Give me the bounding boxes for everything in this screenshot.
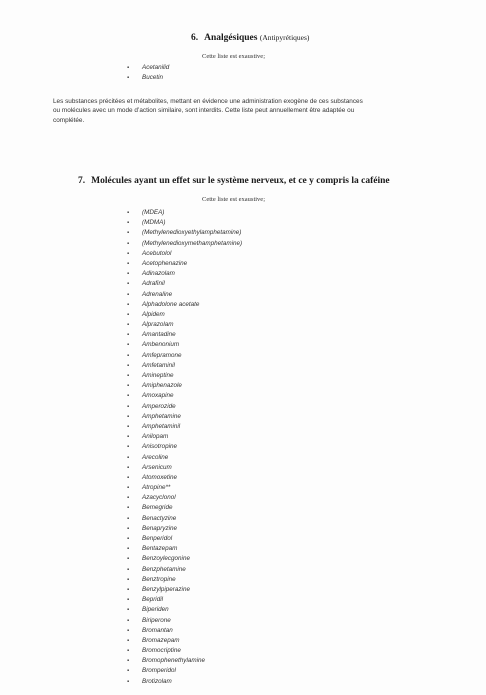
bullet-icon: ▪ — [127, 637, 130, 644]
section-6-number: 6. — [191, 33, 199, 43]
bullet-icon: ▪ — [127, 373, 130, 379]
section-6-note: Cette liste est exaustive; — [202, 53, 265, 60]
paragraph-line: Les substances précitées et métabolites, mettant en évidence une administration exogène de ces substances — [53, 98, 363, 105]
list-item — [127, 534, 242, 544]
list-item — [127, 239, 242, 249]
bullet-icon: ▪ — [127, 311, 130, 318]
list-item-label: Amfetaminil — [142, 361, 175, 369]
section-7-heading — [78, 176, 390, 186]
bullet-icon: ▪ — [127, 658, 130, 665]
bullet-icon: ▪ — [127, 485, 130, 492]
bullet-icon: ▪ — [127, 607, 130, 614]
list-item — [127, 565, 242, 575]
bullet-icon: ▪ — [127, 383, 130, 390]
list-item — [127, 503, 242, 513]
list-item-label: Brotizolam — [142, 677, 172, 685]
list-item — [127, 371, 242, 381]
list-item — [127, 269, 242, 279]
list-item-label: (Methylenedioxymethamphetamine) — [142, 239, 243, 247]
bullet-icon: ▪ — [127, 576, 130, 583]
bullet-icon: ▪ — [127, 536, 130, 542]
list-item-label: Amiphenazole — [142, 382, 182, 390]
list-item-label: Amineptine — [142, 372, 174, 379]
bullet-icon: ▪ — [127, 403, 130, 410]
list-item-label: Anisotropine — [142, 443, 178, 451]
list-item — [127, 463, 242, 473]
list-item — [127, 249, 242, 259]
list-item — [127, 524, 242, 534]
bullet-icon: ▪ — [127, 454, 130, 461]
bullet-icon: ▪ — [127, 250, 130, 257]
bullet-icon: ▪ — [127, 525, 130, 532]
list-item-label: Benapryzine — [142, 524, 178, 532]
list-item — [127, 616, 242, 626]
substances-paragraph — [53, 97, 445, 125]
paragraph-line: ou molécules avec un mode d’action similaire, sont interdits. Cette liste peut annuellement être adaptée ou — [53, 107, 355, 115]
bullet-icon: ▪ — [127, 291, 130, 298]
list-item-label: Bromophenethylamine — [142, 657, 206, 665]
list-item — [127, 310, 242, 320]
list-item — [127, 351, 242, 361]
bullet-icon: ▪ — [127, 65, 130, 71]
list-item — [127, 544, 242, 554]
list-item — [127, 279, 242, 289]
section-6-list — [127, 63, 169, 83]
bullet-icon: ▪ — [127, 464, 130, 471]
bullet-icon: ▪ — [127, 281, 130, 288]
list-item-label: Adinazolam — [142, 270, 175, 278]
section-6-title: Analgésiques — [204, 33, 258, 43]
list-item-label: Amfepramone — [142, 351, 182, 359]
bullet-icon: ▪ — [127, 332, 130, 339]
list-item-label: Bemegride — [142, 504, 173, 512]
list-item-label: Alphadolone acetate — [142, 300, 200, 308]
list-item-label: Benztropine — [142, 575, 176, 583]
bullet-icon: ▪ — [127, 271, 130, 278]
list-item-label: Amoxapine — [142, 392, 174, 400]
list-item-label: Adrafinil — [142, 280, 165, 288]
list-item — [127, 677, 242, 687]
bullet-icon: ▪ — [127, 301, 130, 308]
list-item — [127, 575, 242, 585]
paragraph-line: complétée. — [53, 116, 85, 124]
list-item-label: Bentazepam — [142, 545, 178, 553]
section-7-title: Molécules ayant un effet sur le système nerveux, et ce y compris la caféine — [91, 176, 390, 186]
list-item — [127, 605, 242, 615]
list-item-label: Arecoline — [142, 453, 169, 461]
bullet-icon: ▪ — [127, 597, 130, 604]
list-item — [127, 208, 242, 218]
list-item-label: Atropine** — [142, 484, 171, 492]
bullet-icon: ▪ — [127, 648, 130, 655]
list-item-label: Ambenonium — [142, 341, 180, 349]
bullet-icon: ▪ — [127, 230, 130, 237]
list-item-label: Acebutolol — [142, 249, 172, 257]
list-item-label: Amperozide — [142, 402, 176, 410]
bullet-icon: ▪ — [127, 556, 130, 563]
section-7-number: 7. — [78, 176, 86, 186]
list-item — [127, 340, 242, 350]
list-item — [127, 391, 242, 401]
bullet-icon: ▪ — [127, 210, 130, 216]
list-item-label: Arsenicum — [142, 463, 172, 471]
bullet-icon: ▪ — [127, 668, 130, 675]
list-item — [127, 585, 242, 595]
list-item — [127, 636, 242, 646]
bullet-icon: ▪ — [127, 678, 130, 685]
list-item — [127, 422, 242, 432]
section-6-subtitle: (Antipyrétiques) — [259, 33, 310, 42]
list-item — [127, 666, 242, 676]
list-item-label: (MDMA) — [142, 219, 166, 227]
bullet-icon: ▪ — [127, 423, 130, 430]
list-item — [127, 412, 242, 422]
list-item — [127, 228, 242, 238]
list-item-label: Biperiden — [142, 606, 169, 614]
list-item-label: Bromperidol — [142, 667, 176, 675]
bullet-icon: ▪ — [127, 566, 130, 573]
bullet-icon: ▪ — [127, 362, 130, 369]
bullet-icon: ▪ — [127, 586, 130, 593]
bullet-icon: ▪ — [127, 434, 130, 441]
list-item — [127, 432, 242, 442]
list-item — [127, 259, 242, 269]
list-item-label: Azacyclonol — [142, 494, 176, 502]
list-item-label: Alprazolam — [142, 321, 174, 329]
section-6-heading — [191, 33, 309, 43]
list-item — [127, 218, 242, 228]
bullet-icon: ▪ — [127, 495, 130, 502]
list-item — [127, 290, 242, 300]
bullet-icon: ▪ — [127, 352, 130, 359]
list-item — [127, 442, 242, 452]
list-item — [127, 300, 242, 310]
bullet-icon: ▪ — [127, 444, 130, 451]
bullet-icon: ▪ — [127, 413, 130, 420]
list-item-label: (Methylenedioxyethylamphetamine) — [142, 229, 242, 237]
list-item — [127, 483, 242, 493]
bullet-icon: ▪ — [127, 260, 130, 267]
bullet-icon: ▪ — [127, 505, 130, 512]
list-item — [127, 656, 242, 666]
list-item — [127, 361, 242, 371]
list-item-label: Amantadine — [142, 331, 176, 339]
list-item — [127, 473, 242, 483]
list-item — [127, 626, 242, 636]
bullet-icon: ▪ — [127, 627, 130, 634]
bullet-icon: ▪ — [127, 617, 130, 624]
bullet-icon: ▪ — [127, 515, 130, 522]
list-item-label: Adrenaline — [142, 290, 173, 298]
list-item-label: Amphetamine — [142, 412, 181, 420]
bullet-icon: ▪ — [127, 474, 130, 481]
bullet-icon: ▪ — [127, 322, 130, 329]
list-item-label: Bucetin — [142, 74, 164, 81]
list-item-label: Acetanilid — [142, 64, 170, 71]
list-item — [127, 330, 242, 340]
list-item — [127, 646, 242, 656]
section-7-note: Cette liste est exaustive; — [202, 196, 265, 203]
bullet-icon: ▪ — [127, 546, 130, 553]
bullet-icon: ▪ — [127, 220, 130, 227]
list-item — [127, 595, 242, 605]
list-item-label: Benzylpiperazine — [142, 585, 190, 593]
list-item-label: Acetophenazine — [142, 259, 188, 267]
list-item — [127, 320, 242, 330]
list-item-label: Atomoxetine — [142, 473, 178, 481]
list-item — [127, 453, 242, 463]
list-item-label: Benzphetamine — [142, 565, 186, 573]
list-item-label: Benactyzine — [142, 514, 177, 522]
list-item-label: Bromocriptine — [142, 647, 181, 655]
list-item — [127, 73, 169, 83]
list-item — [127, 554, 242, 564]
list-item-label: Alpidem — [142, 310, 165, 318]
list-item-label: Bromazepam — [142, 636, 180, 644]
list-item-label: Bromantan — [142, 626, 173, 634]
list-item-label: Benperidol — [142, 535, 173, 542]
bullet-icon: ▪ — [127, 240, 130, 247]
list-item-label: Biriperone — [142, 616, 171, 624]
list-item-label: Bepridil — [142, 596, 163, 604]
bullet-icon: ▪ — [127, 342, 130, 349]
list-item — [127, 514, 242, 524]
list-item-label: Amphetaminil — [142, 422, 181, 430]
list-item — [127, 493, 242, 503]
list-item-label: Anilopam — [142, 433, 169, 441]
list-item — [127, 63, 169, 73]
list-item — [127, 381, 242, 391]
bullet-icon: ▪ — [127, 75, 130, 81]
list-item-label: Benzoylecgonine — [142, 555, 190, 563]
section-7-list — [127, 208, 242, 687]
bullet-icon: ▪ — [127, 393, 130, 400]
list-item-label: (MDEA) — [142, 209, 165, 216]
list-item — [127, 402, 242, 412]
